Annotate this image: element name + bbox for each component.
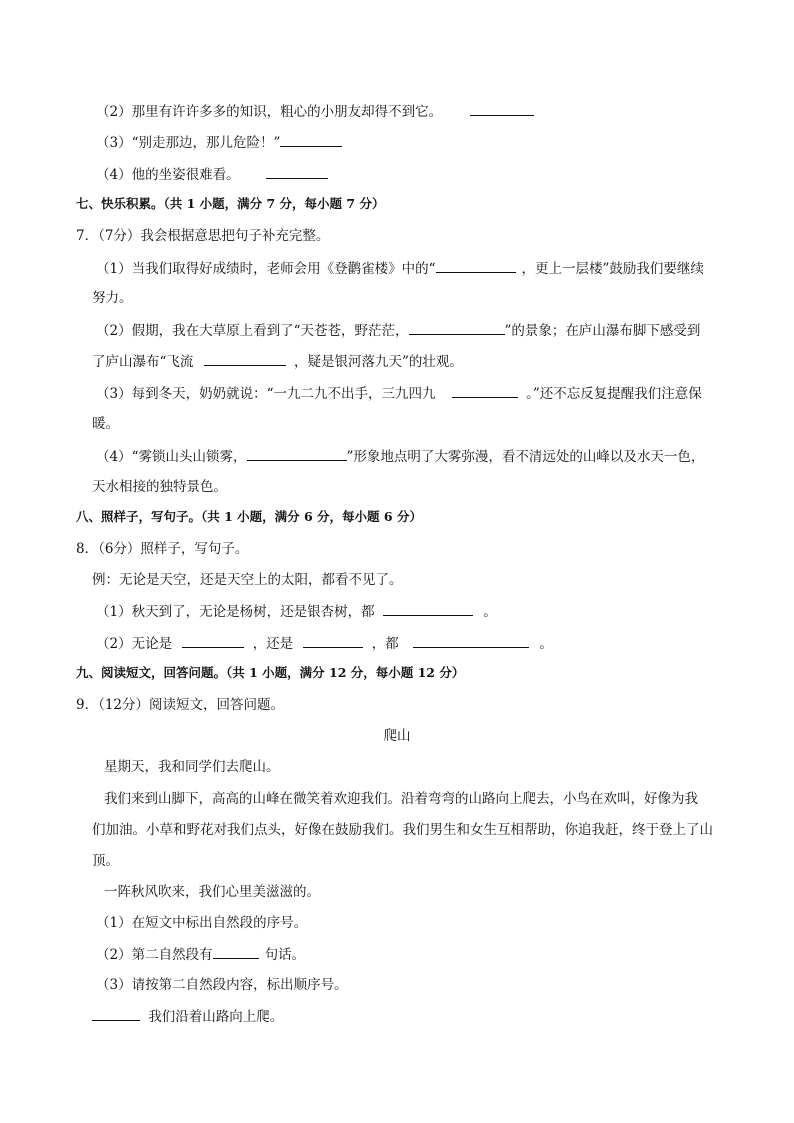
q7-item-1-cont: 努力。 [92,290,133,306]
answer-blank[interactable] [413,633,529,648]
q7-item-3-cont: 暖。 [92,416,119,432]
q9-item-1: （1）在短文中标出自然段的序号。 [96,915,308,931]
answer-blank[interactable] [266,164,328,179]
s6-item-4: （4）他的坐姿很难看。 [96,164,328,185]
s6-item-3: （3）“别走那边，那儿危险！” [96,132,342,153]
answer-blank[interactable] [436,258,516,273]
s6-item-2: （2）那里有许许多多的知识，粗心的小朋友却得不到它。 [96,101,534,122]
passage-paragraph-2-line-1: 我们来到山脚下，高高的山峰在微笑着欢迎我们。沿着弯弯的山路向上爬去，小鸟在欢叫，好像为我 [104,791,698,807]
q8-item-1: （1）秋天到了，无论是杨树，还是银杏树，都 。 [96,601,497,622]
q7-item-4-cont: 天水相接的独特景色。 [92,479,227,495]
q7-item-2: （2）假期，我在大草原上看到了“天苍苍，野茫茫， ”的景象；在庐山瀑布脚下感受到 [96,320,700,341]
answer-blank[interactable] [213,944,259,959]
q7-item-2-cont: 了庐山瀑布“飞流 ，疑是银河落九天”的壮观。 [92,351,463,372]
passage-paragraph-2-line-2: 们加油。小草和野花对我们点头，好像在鼓励我们。我们男生和女生互相帮助，你追我赶，终于登上了山 [92,822,713,838]
q8-example: 例：无论是天空，还是天空上的太阳，都看不见了。 [92,572,403,588]
answer-blank[interactable] [470,101,534,116]
section-heading-8: 八、照样子，写句子。（共 1 小题，满分 6 分，每小题 6 分） [76,509,422,524]
q9-item-3-order: 我们沿着山路向上爬。 [92,1006,283,1027]
passage-paragraph-2-line-3: 顶。 [92,853,119,869]
answer-blank[interactable] [247,446,347,461]
answer-blank[interactable] [452,383,518,398]
answer-blank[interactable] [92,1006,140,1021]
answer-blank[interactable] [280,132,342,147]
section-heading-9: 九、阅读短文，回答问题。（共 1 小题，满分 12 分，每小题 12 分） [76,665,465,680]
q8-item-2: （2）无论是 ，还是 ，都 。 [96,633,553,654]
question-8: 8．（6分）照样子，写句子。 [76,541,249,557]
answer-blank[interactable] [409,320,505,335]
passage-paragraph-3: 一阵秋风吹来，我们心里美滋滋的。 [104,884,320,900]
q9-item-2: （2）第二自然段有 句话。 [96,944,305,965]
q7-item-4: （4）“雾锁山头山锁雾， ”形象地点明了大雾弥漫，看不清远处的山峰以及水天一色， [96,446,704,467]
answer-blank[interactable] [204,351,286,366]
q9-item-3: （3）请按第二自然段内容，标出顺序号。 [96,977,348,993]
answer-blank[interactable] [182,633,244,648]
q7-item-3: （3）每到冬天，奶奶就说：“一九二九不出手，三九四九 。”还不忘反复提醒我们注意保 [96,383,702,404]
passage-paragraph-1: 星期天，我和同学们去爬山。 [104,759,280,775]
question-9: 9．（12分）阅读短文，回答问题。 [76,697,285,713]
section-heading-7: 七、快乐积累。（共 1 小题，满分 7 分，每小题 7 分） [76,196,385,211]
q7-item-1: （1）当我们取得好成绩时，老师会用《登鹳雀楼》中的“ ，更上一层楼”鼓励我们要继续 [96,258,704,279]
passage-title: 爬山 [383,728,411,744]
answer-blank[interactable] [303,633,363,648]
question-7: 7．（7分）我会根据意思把句子补充完整。 [76,228,330,244]
answer-blank[interactable] [383,601,473,616]
